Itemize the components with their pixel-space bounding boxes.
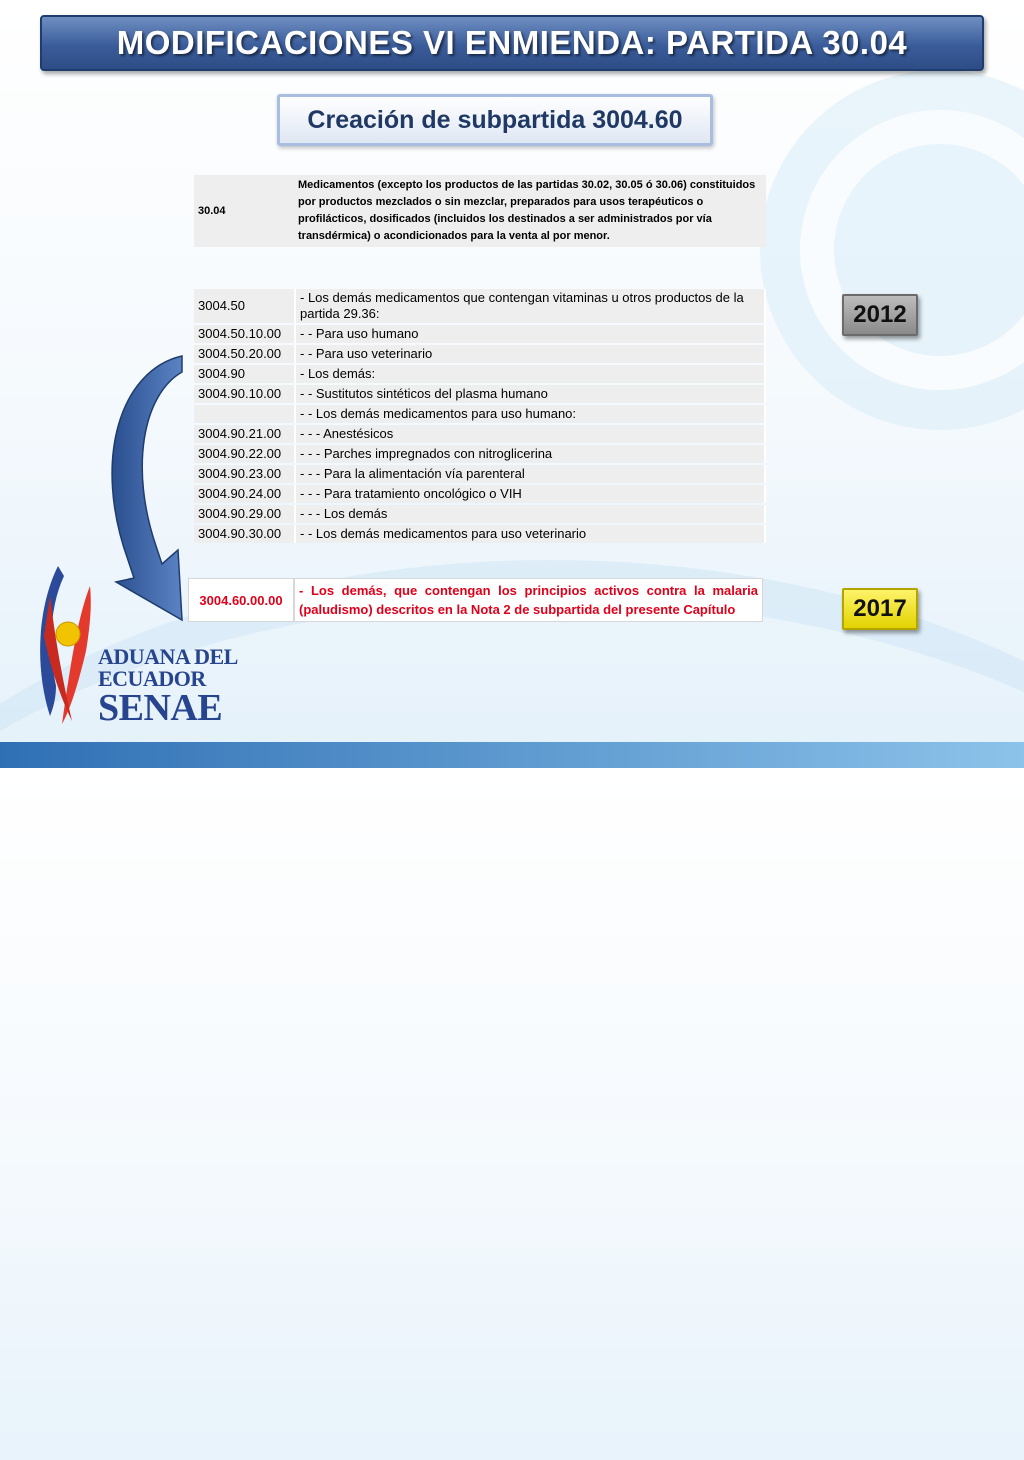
- table-row: [194, 505, 766, 523]
- logo-line-1: ADUANA DEL: [98, 644, 238, 669]
- subpartida-code: 3004.50: [194, 289, 296, 323]
- subpartida-code: 3004.90.23.00: [194, 465, 296, 483]
- heading-code: 30.04: [194, 175, 294, 247]
- table-row: [194, 289, 766, 323]
- table-row: [194, 525, 766, 543]
- subpartida-description: - Los demás medicamentos que contengan vitaminas u otros productos de la partida 29.36:: [296, 289, 766, 323]
- subpartida-code: 3004.90.24.00: [194, 485, 296, 503]
- table-row: [188, 578, 763, 622]
- heading-table: [194, 173, 766, 249]
- table-row: [194, 425, 766, 443]
- table-row: [194, 365, 766, 383]
- new-subpartida-description: - Los demás, que contengan los principios activos contra la malaria (paludismo) descritos en la Nota 2 de subpartida del presente Capítulo: [294, 578, 763, 622]
- subpartida-description: - - Para uso humano: [296, 325, 766, 343]
- subpartida-description: - - Sustitutos sintéticos del plasma humano: [296, 385, 766, 403]
- logo-line-2: ECUADOR: [98, 666, 206, 691]
- subpartida-code: 3004.90.22.00: [194, 445, 296, 463]
- table-row: [194, 325, 766, 343]
- year-badge-2012: 2012: [842, 294, 918, 336]
- year-badge-2017: 2017: [842, 588, 918, 630]
- slide-title: [40, 15, 984, 71]
- subpartida-code: 3004.90.21.00: [194, 425, 296, 443]
- logo-line-3: SENAE: [98, 687, 223, 729]
- subpartida-code: 3004.90.29.00: [194, 505, 296, 523]
- table-row: [194, 345, 766, 363]
- slide-title-text: MODIFICACIONES VI ENMIENDA: PARTIDA 30.04: [116, 24, 908, 61]
- table-row: [194, 175, 766, 247]
- subpartida-description: - - Los demás medicamentos para uso humano:: [296, 405, 766, 423]
- subpartida-description: - - - Para la alimentación vía parenteral: [296, 465, 766, 483]
- table-row: [194, 485, 766, 503]
- table-row: [194, 385, 766, 403]
- subpartida-description: - - - Para tratamiento oncológico o VIH: [296, 485, 766, 503]
- table-row: [194, 405, 766, 423]
- senae-logo-text: [98, 644, 238, 729]
- subpartida-code: 3004.90.10.00: [194, 385, 296, 403]
- table-row: [194, 445, 766, 463]
- subpartida-description: - - - Parches impregnados con nitroglicerina: [296, 445, 766, 463]
- subtitle-text: Creación de subpartida 3004.60: [307, 105, 683, 134]
- subpartida-code: 3004.90: [194, 365, 296, 383]
- subpartida-description: - - Los demás medicamentos para uso veterinario: [296, 525, 766, 543]
- subtitle-box: [277, 94, 713, 146]
- subpartida-code: 3004.50.20.00: [194, 345, 296, 363]
- subpartida-code: 3004.50.10.00: [194, 325, 296, 343]
- subpartida-code: 3004.90.30.00: [194, 525, 296, 543]
- subpartida-description: - - - Anestésicos: [296, 425, 766, 443]
- heading-description: Medicamentos (excepto los productos de las partidas 30.02, 30.05 ó 30.06) constituidos por productos mezclados o sin mezclar, preparados para usos terapéuticos o profilácticos, dosificados (incluidos los destinados a ser administrados por vía transdérmica) o acondicionados para la venta al por menor.: [294, 175, 766, 247]
- background-band: [0, 742, 1024, 768]
- subpartida-description: - - Para uso veterinario: [296, 345, 766, 363]
- subpartida-description: - Los demás:: [296, 365, 766, 383]
- tariff-table-2017: [188, 578, 763, 622]
- subpartida-description: - - - Los demás: [296, 505, 766, 523]
- new-subpartida-code: 3004.60.00.00: [188, 578, 294, 622]
- table-row: [194, 465, 766, 483]
- tariff-table-2012: [194, 287, 766, 545]
